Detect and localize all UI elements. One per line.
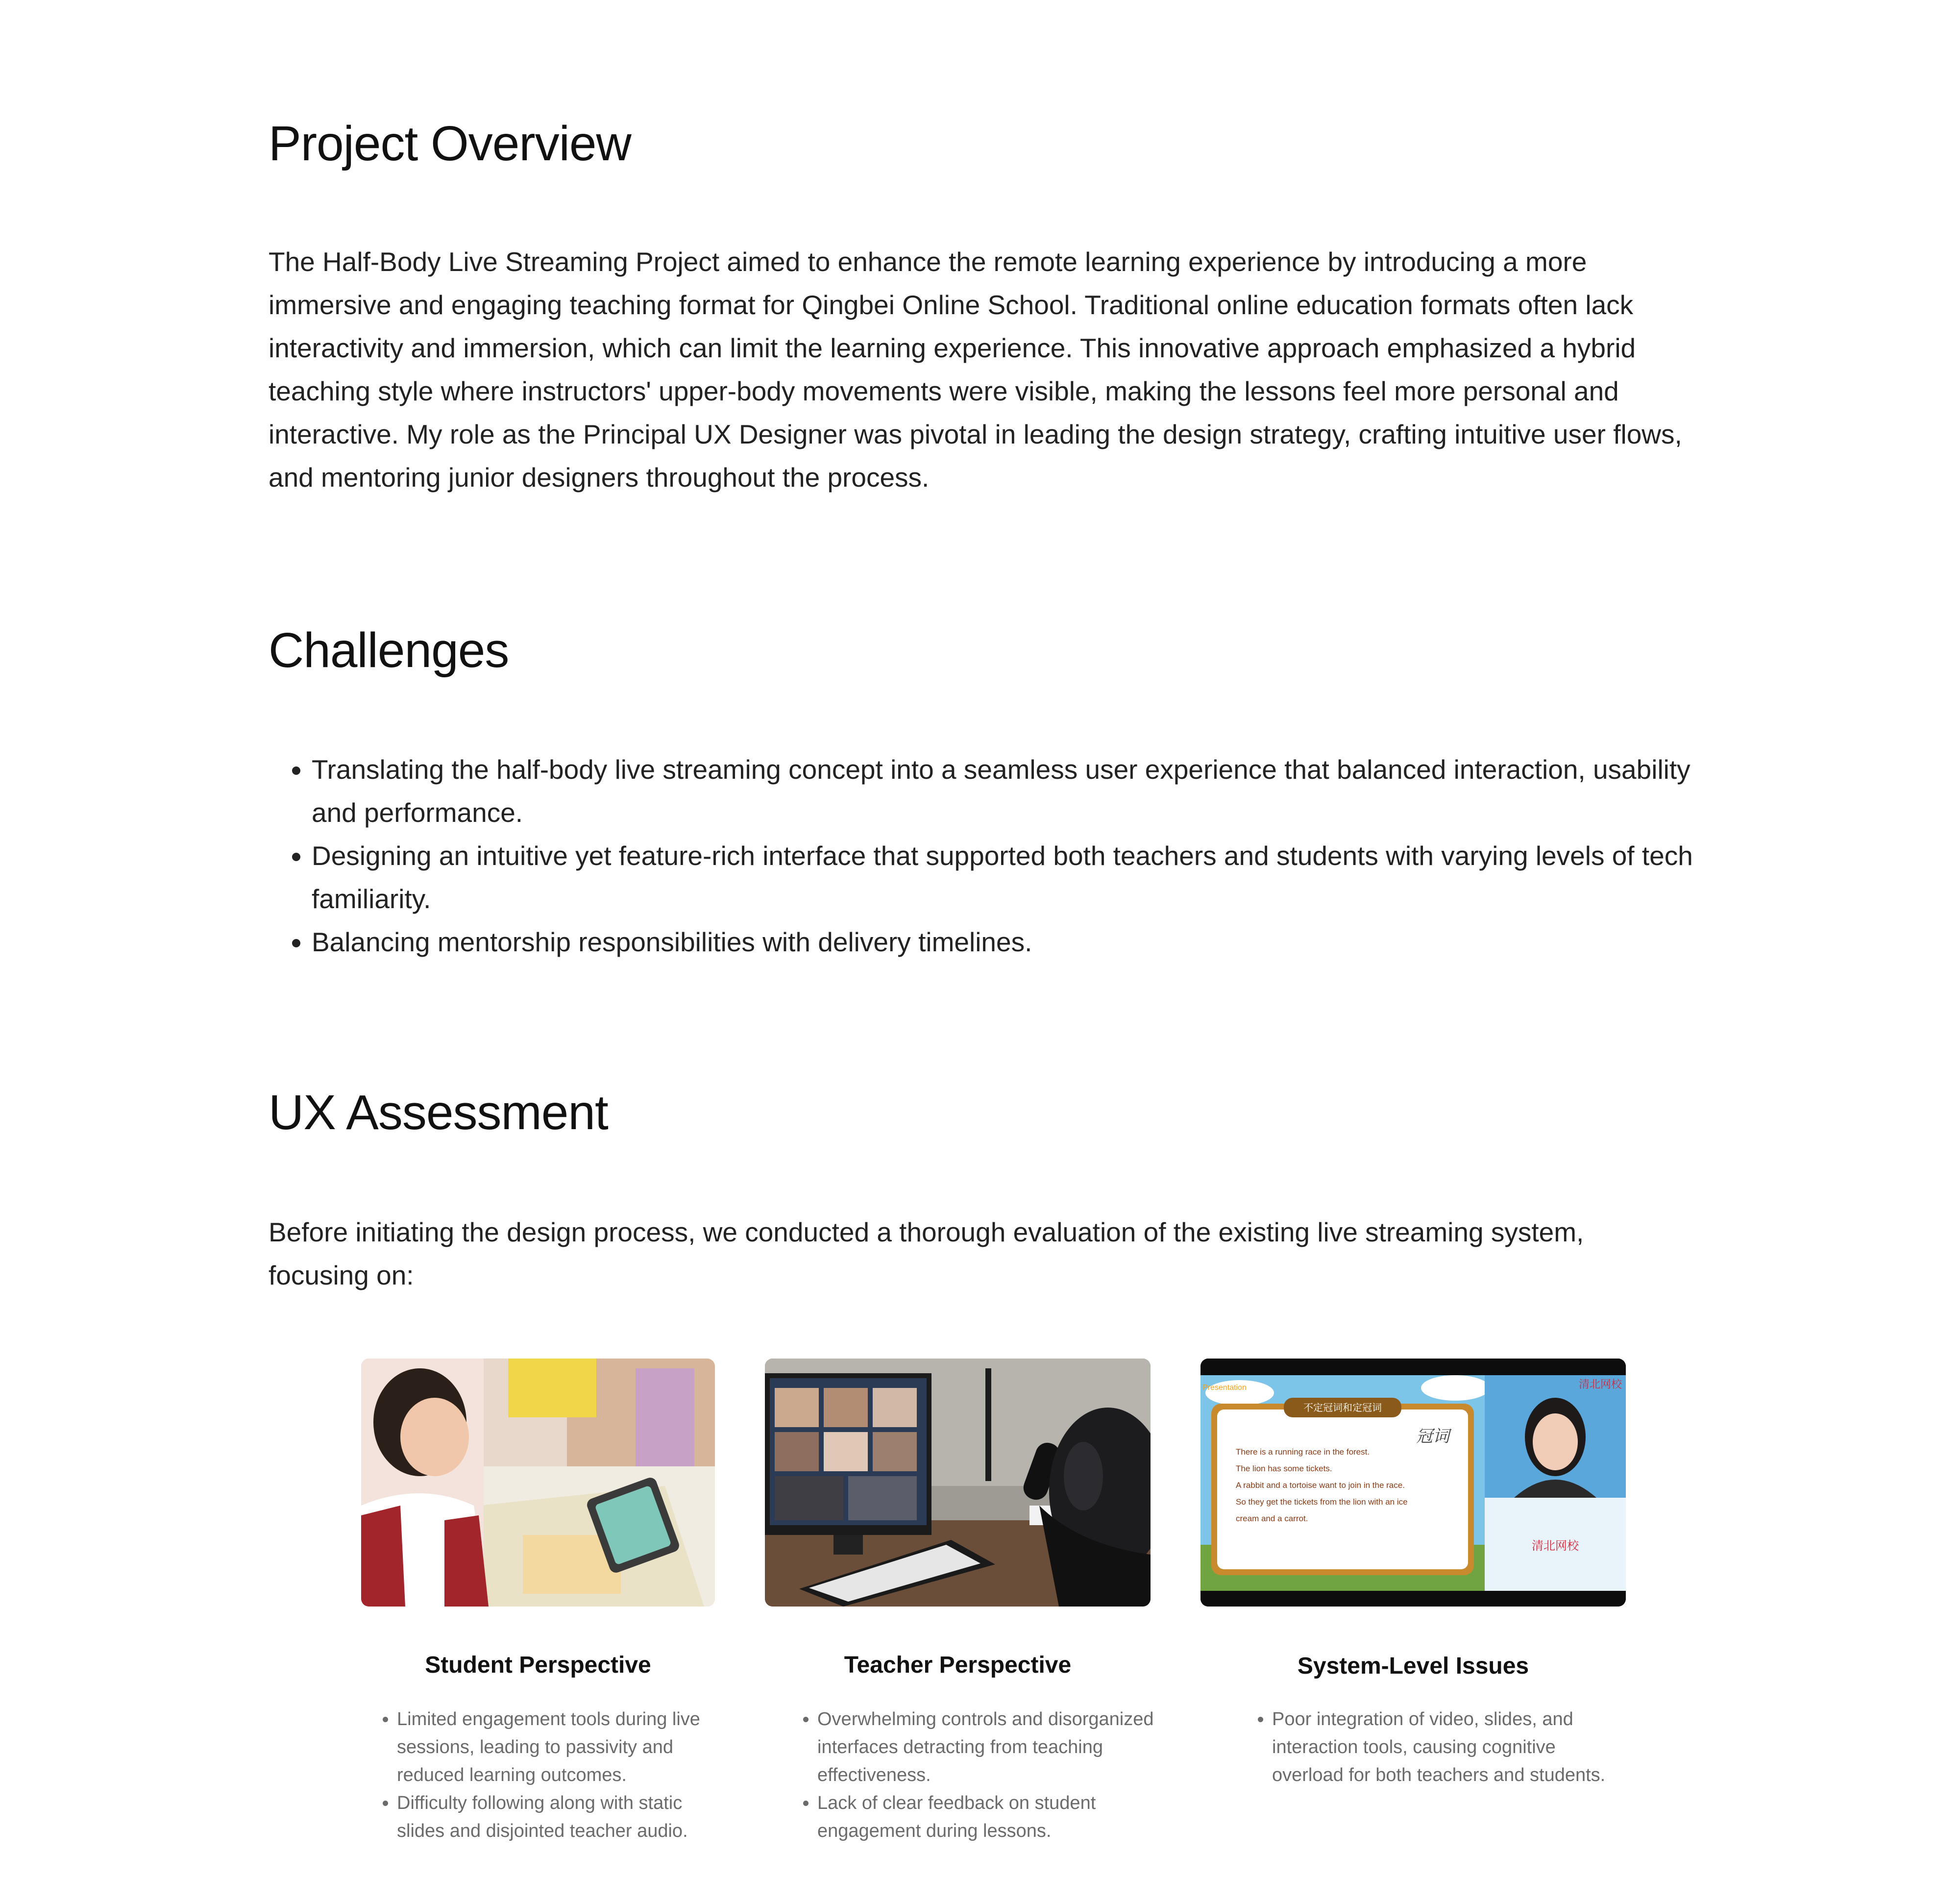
list-item: • Difficulty following along with static slides and disjointed teacher audio. bbox=[397, 1789, 730, 1845]
system-screenshot bbox=[1200, 1359, 1626, 1607]
list-item: • Poor integration of video, slides, and interaction tools, causing cognitive overload for both teachers and students. bbox=[1272, 1706, 1615, 1789]
list-item: • Designing an intuitive yet feature-rich interface that supported both teachers and students with varying levels of tech familiarity. bbox=[312, 834, 1713, 920]
system-issues-list bbox=[1253, 1706, 1615, 1789]
assessment-title: UX Assessment bbox=[269, 1085, 608, 1140]
list-item: • Overwhelming controls and disorganized interfaces detracting from teaching effectiveness. bbox=[817, 1706, 1160, 1789]
list-item: • Lack of clear feedback on student engagement during lessons. bbox=[817, 1789, 1160, 1845]
slide-heading: 不定冠词和定冠词 bbox=[1303, 1402, 1382, 1413]
slide-line-4: So they get the tickets from the lion with an ice bbox=[1236, 1497, 1408, 1507]
list-item: • Limited engagement tools during live sessions, leading to passivity and reduced learning outcomes. bbox=[397, 1706, 730, 1789]
student-perspective-list bbox=[378, 1706, 730, 1845]
overview-title: Project Overview bbox=[269, 116, 631, 171]
slide-line-5: cream and a carrot. bbox=[1236, 1514, 1308, 1523]
student-perspective-title: Student Perspective bbox=[425, 1652, 651, 1678]
list-item: • Translating the half-body live streaming concept into a seamless user experience that balanced interaction, usability and performance. bbox=[312, 748, 1713, 834]
challenges-title: Challenges bbox=[269, 623, 509, 678]
student-photo bbox=[361, 1359, 715, 1607]
slide-label: Presentation bbox=[1202, 1384, 1247, 1392]
slide-logo-bottom: 清北网校 bbox=[1532, 1539, 1579, 1553]
system-issues-title: System-Level Issues bbox=[1297, 1653, 1529, 1679]
slide-line-2: The lion has some tickets. bbox=[1236, 1464, 1332, 1473]
teacher-perspective-title: Teacher Perspective bbox=[844, 1652, 1072, 1678]
slide-line-3: A rabbit and a tortoise want to join in the race. bbox=[1236, 1481, 1405, 1490]
teacher-perspective-list bbox=[799, 1706, 1160, 1845]
teacher-photo bbox=[765, 1359, 1151, 1607]
challenges-list bbox=[269, 748, 1713, 964]
slide-line-1: There is a running race in the forest. bbox=[1236, 1447, 1370, 1457]
assessment-intro: Before initiating the design process, we conducted a thorough evaluation of the existing live streaming system, focusing on: bbox=[269, 1217, 1584, 1290]
list-item: • Balancing mentorship responsibilities with delivery timelines. bbox=[312, 920, 1713, 964]
slide-logo-top: 清北网校 bbox=[1578, 1379, 1622, 1391]
overview-paragraph: The Half-Body Live Streaming Project aimed to enhance the remote learning experience by introducing a more immersive and engaging teaching format for Qingbei Online School. Traditional online education formats often lack interactivity and immersion, which can limit the learning experience. This innovative approach emphasized a hybrid teaching style where instructors' upper-body movements were visible, making the lessons feel more personal and interactive. My role as the Principal UX Designer was pivotal in leading the design strategy, crafting intuitive user flows, and mentoring junior designers throughout the process. bbox=[269, 247, 1682, 493]
slide-handwriting: 冠词 bbox=[1416, 1427, 1449, 1446]
